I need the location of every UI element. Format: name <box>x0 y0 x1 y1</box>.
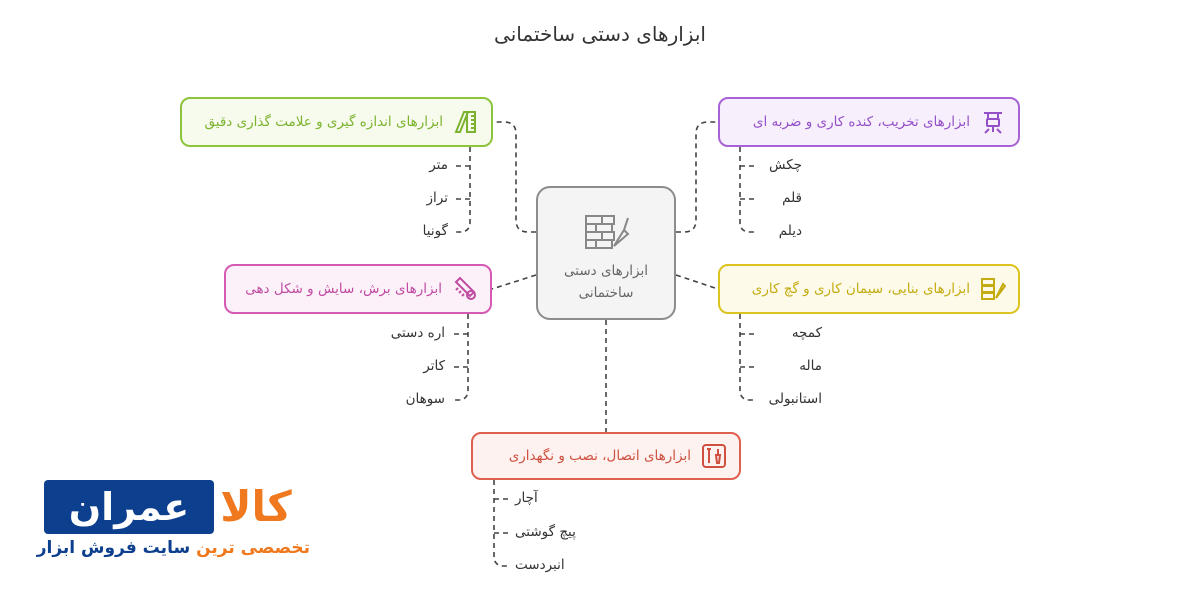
diagram-title: ابزارهای دستی ساختمانی <box>494 22 706 46</box>
list-item: چکش <box>768 157 802 173</box>
connector-cutting-items <box>453 314 468 400</box>
ruler-square-icon <box>451 107 481 137</box>
branch-measuring <box>180 97 493 147</box>
connector-demolition <box>676 122 718 232</box>
center-label: ابزارهای دستی ساختمانی <box>564 263 648 301</box>
list-item: سوهان <box>405 391 445 407</box>
connector-masonry <box>676 275 718 289</box>
branch-demolition <box>718 97 1020 147</box>
branch-fastening-label: ابزارهای اتصال، نصب و نگهداری <box>508 448 691 464</box>
connector-measuring <box>493 122 536 232</box>
list-item: ماله <box>799 358 822 374</box>
jackhammer-icon <box>978 107 1008 137</box>
list-item: اره دستی <box>390 325 445 341</box>
branch-measuring-label: ابزارهای اندازه گیری و علامت گذاری دقیق <box>204 114 443 130</box>
branch-masonry-label: ابزارهای بنایی، سیمان کاری و گچ کاری <box>751 281 970 297</box>
list-item: کاتر <box>423 358 445 374</box>
list-item: قلم <box>782 190 802 206</box>
logo-brand-blue: عمران <box>44 480 214 534</box>
connector-demolition-items <box>740 147 755 232</box>
connector-measuring-items <box>455 147 470 232</box>
wrench-screwdriver-icon <box>699 441 729 471</box>
list-item: گونیا <box>422 223 448 239</box>
logo-tagline-orange: تخصصی ترین <box>196 538 310 558</box>
list-item: استانبولی <box>768 391 822 407</box>
connector-cutting <box>492 275 536 289</box>
brand-logo <box>36 478 310 570</box>
connector-masonry-items <box>740 314 755 400</box>
branch-cutting-label: ابزارهای برش، سایش و شکل دهی <box>245 281 442 297</box>
saw-icon <box>450 274 480 304</box>
branch-cutting <box>224 264 492 314</box>
center-node <box>536 186 676 320</box>
list-item: آچار <box>515 490 538 506</box>
list-item: تراز <box>426 190 448 206</box>
list-item: کمچه <box>791 325 822 341</box>
bricks-icon <box>978 274 1008 304</box>
list-item: پیچ گوشتی <box>515 524 576 540</box>
list-item: دیلم <box>778 223 802 239</box>
connector-fastening-items <box>494 480 509 566</box>
logo-tagline-blue: سایت فروش ابزار <box>36 538 191 558</box>
brick-trowel-icon <box>538 210 674 254</box>
logo-brand-orange: کالا <box>220 482 292 531</box>
branch-masonry <box>718 264 1020 314</box>
branch-demolition-label: ابزارهای تخریب، کنده کاری و ضربه ای <box>752 114 970 130</box>
list-item: انبردست <box>515 557 565 573</box>
list-item: متر <box>429 157 448 173</box>
branch-fastening <box>471 432 741 480</box>
logo-tagline <box>36 538 310 558</box>
